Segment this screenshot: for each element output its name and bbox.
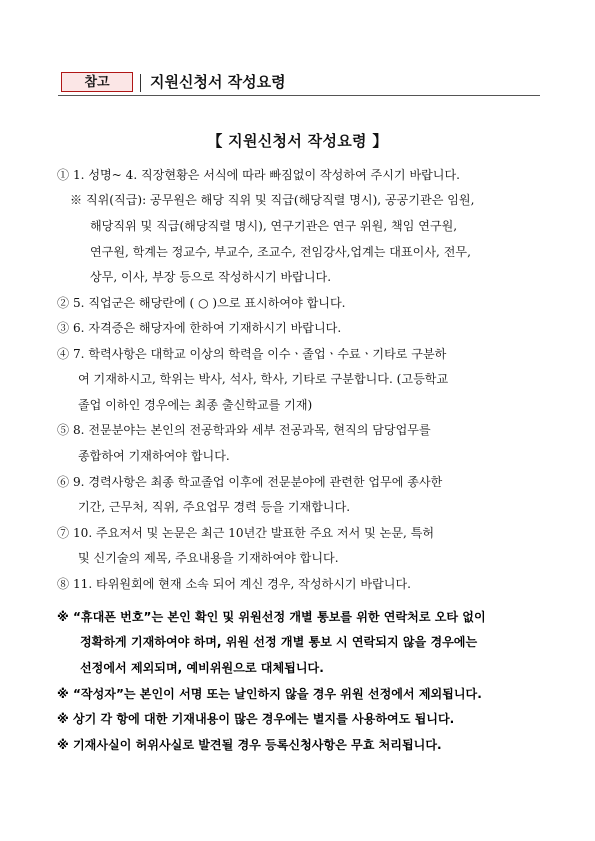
note-line: 선정에서 제외되며, 예비위원으로 대체됩니다.: [80, 661, 324, 675]
document-title: 【 지원신청서 작성요령 】: [207, 132, 388, 150]
instruction-line: 여 기재하시고, 학위는 박사, 석사, 학사, 기타로 구분합니다. (고등학교: [78, 372, 449, 386]
reference-badge: 참고: [61, 72, 133, 92]
instruction-line: ⑤ 8. 전문분야는 본인의 전공학과와 세부 전공과목, 현직의 담당업무를: [57, 423, 431, 437]
note-line: ※ “휴대폰 번호”는 본인 확인 및 위원선정 개별 통보를 위한 연락처로 오타 없이: [57, 610, 486, 624]
instruction-line: ④ 7. 학력사항은 대학교 이상의 학력을 이수ㆍ졸업ㆍ수료ㆍ기타로 구분하: [57, 347, 447, 361]
instruction-line: 연구원, 학계는 정교수, 부교수, 조교수, 전임강사,업계는 대표이사, 전무,: [90, 245, 471, 259]
instruction-line: 기간, 근무처, 직위, 주요업무 경력 등을 기재합니다.: [78, 500, 351, 514]
instruction-line: 상무, 이사, 부장 등으로 작성하시기 바랍니다.: [90, 270, 332, 284]
instruction-line: 해당직위 및 직급(해당직렬 명시), 연구기관은 연구 위원, 책임 연구원,: [90, 219, 458, 233]
note-line: ※ 상기 각 항에 대한 기재내용이 많은 경우에는 별지를 사용하여도 됩니다.: [57, 712, 455, 726]
instruction-line: ① 1. 성명~ 4. 직장현황은 서식에 따라 빠짐없이 작성하여 주시기 바랍니다.: [57, 168, 461, 182]
note-line: ※ 기재사실이 허위사실로 발견될 경우 등록신청사항은 무효 처리됩니다.: [57, 738, 442, 752]
instruction-line: 종합하여 기재하여야 합니다.: [78, 449, 230, 463]
instruction-line: ⑧ 11. 타위원회에 현재 소속 되어 계신 경우, 작성하시기 바랍니다.: [57, 577, 411, 591]
instruction-line: ※ 직위(직급): 공무원은 해당 직위 및 직급(해당직렬 명시), 공공기관은 임원,: [70, 193, 475, 207]
header-separator: [140, 74, 141, 92]
note-line: ※ “작성자”는 본인이 서명 또는 날인하지 않을 경우 위원 선정에서 제외됩니다.: [57, 687, 482, 701]
instruction-line: ② 5. 직업군은 해당란에 ( ○ )으로 표시하여야 합니다.: [57, 296, 346, 310]
instruction-line: 및 신기술의 제목, 주요내용을 기재하여야 합니다.: [78, 551, 339, 565]
instruction-line: 졸업 이하인 경우에는 최종 출신학교를 기재): [78, 398, 313, 412]
note-line: 정확하게 기재하여야 하며, 위원 선정 개별 통보 시 연락되지 않을 경우에는: [80, 635, 478, 649]
header-underline: [58, 95, 540, 96]
instruction-line: ⑦ 10. 주요저서 및 논문은 최근 10년간 발표한 주요 저서 및 논문, 특허: [57, 526, 435, 540]
section-header: [58, 70, 540, 96]
instruction-line: ③ 6. 자격증은 해당자에 한하여 기재하시기 바랍니다.: [57, 321, 342, 335]
instruction-line: ⑥ 9. 경력사항은 최종 학교졸업 이후에 전문분야에 관련한 업무에 종사한: [57, 475, 443, 489]
header-title: 지원신청서 작성요령: [150, 73, 286, 91]
